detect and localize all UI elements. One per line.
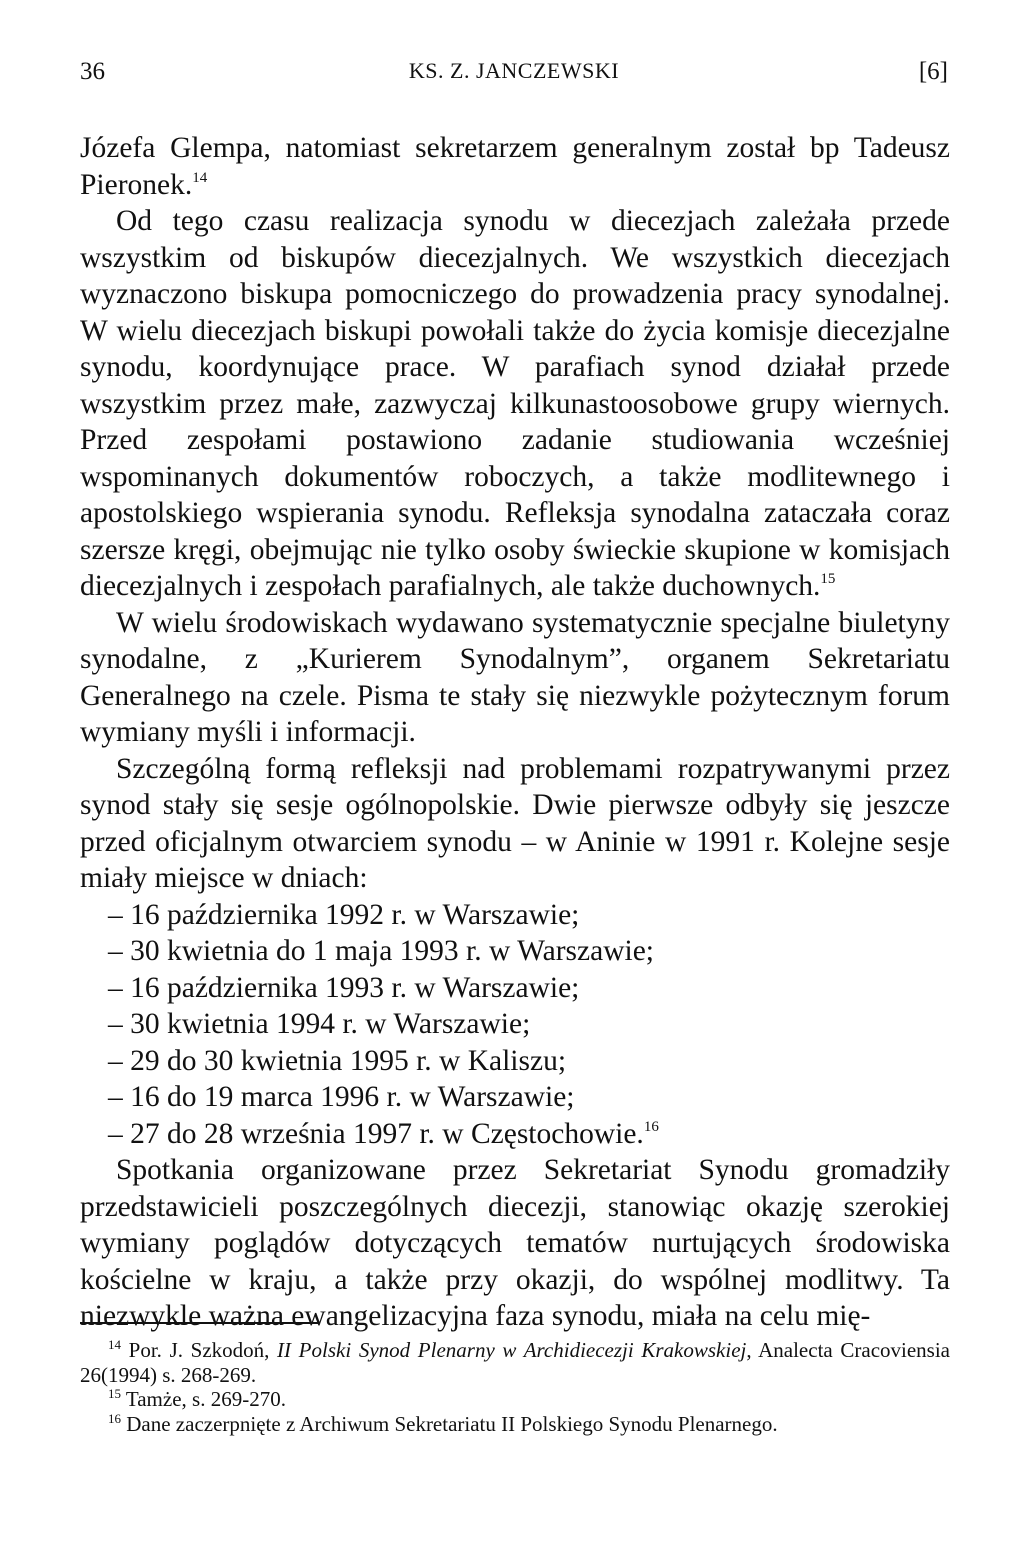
footnotes bbox=[80, 1338, 950, 1436]
paragraph-2 bbox=[80, 203, 950, 605]
footnote-14-title: II Polski Synod Plenarny w Archidiecezji Krakowskiej bbox=[277, 1338, 747, 1362]
paragraph-4 bbox=[80, 751, 950, 897]
paragraph-3-text: W wielu środowiskach wydawano systematycznie specjalne biuletyny synodalne, z „Kurierem Synodalnym”, organem Sekretariatu Generalnego na czele. Pisma te stały się niezwykle pożytecznym forum wymiany myśli i informacji. bbox=[80, 606, 950, 748]
section-number: [6] bbox=[918, 58, 948, 85]
paragraph-5-text: Spotkania organizowane przez Sekretariat Synodu gromadziły przedstawicieli poszczególnych diecezji, stanowiąc okazję szerokiej wymiany poglądów dotyczących tematów nurtujących środowiska kościelne w kraju, a także przy okazji, do wspólnej modlitwy. Ta niezwykle ważna ewangelizacyjna faza synodu, miała na celu mię- bbox=[80, 1154, 950, 1332]
footnote-ref-14: 14 bbox=[192, 169, 208, 186]
running-head bbox=[80, 58, 948, 98]
paragraph-2-text: Od tego czasu realizacja synodu w diecezjach zależała przede wszystkim od biskupów diecezjalnych. We wszystkich diecezjach wyznaczono biskupa pomocniczego do prowadzenia pracy synodalnej. W wielu diecezjach biskupi powołali także do życia komisje diecezjalne synodu, koordynujące prace. W parafiach synod działał przede wszystkim przez małe, zazwyczaj kilkunastoosobowe grupy wiernych. Przed zespołami postawiono zadanie studiowania wcześniej wspominanych dokumentów roboczych, a także modlitewnego i apostolskiego wspierania synodu. Refleksja synodalna zataczała coraz szersze kręgi, obejmując nie tylko osoby świeckie skupione w komisjach diecezjalnych i zespołach parafialnych, ale także duchownych. bbox=[80, 205, 950, 602]
paragraph-1 bbox=[80, 130, 950, 203]
footnote-mark-16: 16 bbox=[108, 1410, 121, 1426]
footnote-14 bbox=[80, 1338, 950, 1387]
footnote-ref-16: 16 bbox=[643, 1118, 659, 1135]
list-item: – 29 do 30 kwietnia 1995 r. w Kaliszu; bbox=[108, 1044, 567, 1077]
footnote-divider bbox=[80, 1322, 320, 1324]
footnote-15-text: Tamże, s. 269-270. bbox=[125, 1387, 286, 1411]
paragraph-5 bbox=[80, 1152, 950, 1335]
list-item-text: – 27 do 28 września 1997 r. w Częstochowie. bbox=[108, 1117, 644, 1150]
list-item: – 16 października 1993 r. w Warszawie; bbox=[108, 971, 580, 1004]
footnote-16 bbox=[80, 1412, 950, 1437]
main-text bbox=[80, 130, 950, 1335]
paragraph-3 bbox=[80, 605, 950, 751]
footnote-mark-14: 14 bbox=[108, 1337, 121, 1352]
list-item bbox=[80, 1116, 950, 1153]
footnote-14-post: , Analecta Cracoviensia 26(1994) s. 268-269. bbox=[80, 1338, 950, 1387]
running-head-author: KS. Z. JANCZEWSKI bbox=[408, 58, 620, 83]
paragraph-1-text: Józefa Glempa, natomiast sekretarzem generalnym został bp Tadeusz Pieronek. bbox=[80, 132, 950, 201]
footnote-14-pre: Por. J. Szkodoń, bbox=[128, 1338, 278, 1362]
paragraph-4-text: Szczególną formą refleksji nad problemami rozpatrywanymi przez synod stały się sesje ogólnopolskie. Dwie pierwsze odbyły się jeszcze przed oficjalnym otwarciem synodu – w Aninie w 1991 r. Kolejne sesje miały miejsce w dniach: bbox=[80, 752, 950, 894]
footnote-mark-15: 15 bbox=[108, 1386, 121, 1401]
list-item: – 16 do 19 marca 1996 r. w Warszawie; bbox=[108, 1081, 575, 1113]
list-item: – 30 kwietnia 1994 r. w Warszawie; bbox=[108, 1008, 531, 1040]
session-list bbox=[80, 897, 950, 1153]
list-item: – 30 kwietnia do 1 maja 1993 r. w Warszawie; bbox=[108, 935, 654, 967]
footnote-16-text: Dane zaczerpnięte z Archiwum Sekretariatu II Polskiego Synodu Plenarnego. bbox=[126, 1411, 778, 1436]
footnote-ref-15: 15 bbox=[820, 571, 836, 587]
footnote-15 bbox=[80, 1387, 950, 1412]
page-number: 36 bbox=[80, 58, 105, 85]
list-item: – 16 października 1992 r. w Warszawie; bbox=[108, 898, 580, 931]
